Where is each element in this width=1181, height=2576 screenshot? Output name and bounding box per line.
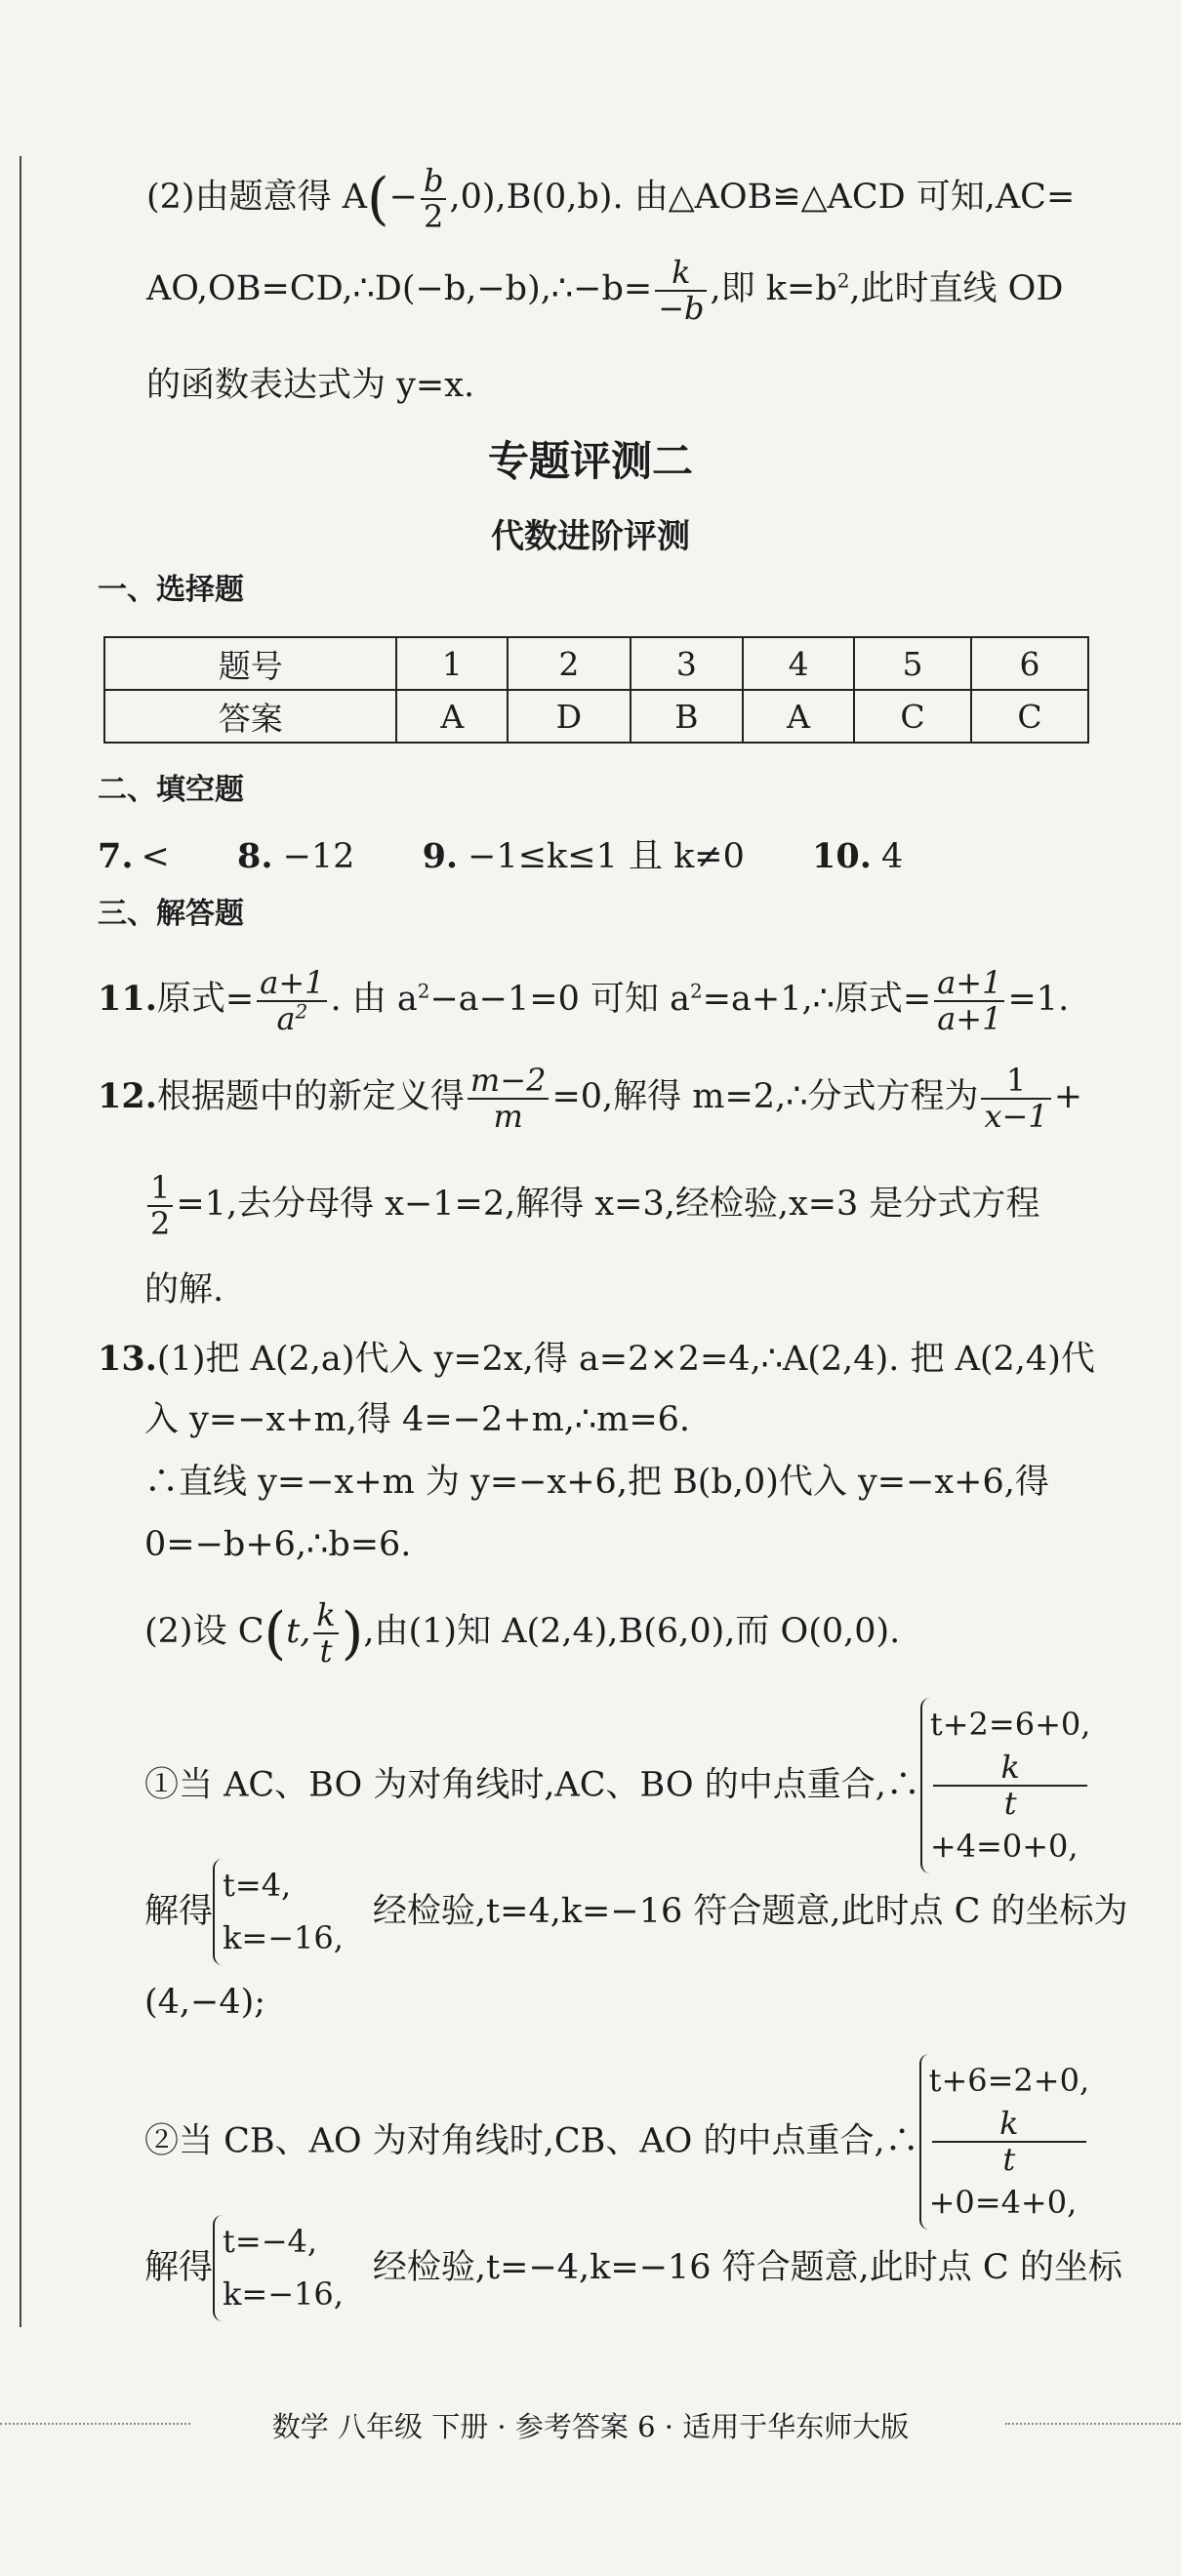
equation: t+6=2+0, <box>928 2062 1090 2099</box>
answer-cell: C <box>971 690 1088 743</box>
page-footer <box>0 2403 1181 2442</box>
text: (2)由题意得 A <box>146 178 367 218</box>
answer-cell: A <box>396 690 508 743</box>
text: =a+1,∴原式= <box>702 980 932 1020</box>
number-cell: 5 <box>854 637 971 690</box>
fraction: $\frac{k}{t}$ <box>313 1598 338 1668</box>
page-subtitle: 代数进阶评测 <box>491 517 690 556</box>
section-heading-choice: 一、选择题 <box>98 573 244 607</box>
equation: k=−16, <box>223 1919 344 1957</box>
fill-answers-line <box>98 836 904 876</box>
text: =0,解得 m=2,∴分式方程为 <box>551 1077 979 1117</box>
text: 经检验,t=−4,k=−16 符合题意,此时点 C 的坐标 <box>372 2247 1122 2287</box>
text: ,由(1)知 A(2,4),B(6,0),而 O(0,0). <box>363 1612 901 1652</box>
question-number: 7. <box>98 836 134 876</box>
superscript: 2 <box>836 268 850 293</box>
number-cell: 2 <box>508 637 630 690</box>
solution-system <box>213 2215 344 2321</box>
case1-condition <box>144 1698 1090 1873</box>
table-row-answers <box>104 690 1088 743</box>
text: − <box>388 178 418 218</box>
superscript: 2 <box>689 979 703 1003</box>
equation: k=−16, <box>223 2275 344 2314</box>
answer-cell: A <box>743 690 854 743</box>
case2-solution <box>144 2215 1122 2321</box>
fraction: $\frac{a+1}{a^2}$ <box>257 966 327 1035</box>
text: 根据题中的新定义得 <box>156 1077 465 1117</box>
text: ,即 k=b <box>710 269 837 309</box>
question-number: 10. <box>812 836 872 876</box>
q12-line-1 <box>98 1064 1082 1133</box>
equation: t=−4, <box>223 2223 318 2260</box>
header-cell: 题号 <box>104 637 396 690</box>
fraction: $\frac{k}{-b}$ <box>655 256 707 325</box>
question-number: 11. <box>98 979 157 1020</box>
text: ,0),B(0,b). 由△AOB≌△ACD 可知,AC= <box>449 178 1076 218</box>
section-heading-fill: 二、填空题 <box>98 773 244 807</box>
text: t, <box>286 1612 311 1652</box>
equation: k t +0=4+0, <box>929 2107 1090 2229</box>
number-cell: 4 <box>743 637 854 690</box>
solution-system <box>213 1859 344 1965</box>
equation: t=4, <box>223 1867 292 1904</box>
answer: −1≤k≤1 且 k≠0 <box>468 837 745 876</box>
text: =1. <box>1007 980 1070 1020</box>
text: AO,OB=CD,∴D(−b,−b),∴−b= <box>146 269 653 309</box>
intro-line-3: 的函数表达式为 y=x. <box>146 366 475 405</box>
answer-cell: C <box>854 690 971 743</box>
case1-result: (4,−4); <box>144 1983 266 2022</box>
case2-condition <box>144 2054 1089 2230</box>
q13-line-2: 入 y=−x+m,得 4=−2+m,∴m=6. <box>144 1400 691 1439</box>
q13-line-3: ∴直线 y=−x+m 为 y=−x+6,把 B(b,0)代入 y=−x+6,得 <box>144 1463 1049 1502</box>
header-cell: 答案 <box>104 690 396 743</box>
text: ,此时直线 OD <box>849 269 1064 309</box>
intro-line-1: (2)由题意得 A(− $\frac{b}{2}$ ,0),B(0,b). 由△AOB≌△ACD 可知,AC= <box>146 162 1076 235</box>
page-title: 专题评测二 <box>487 437 693 485</box>
number-cell: 3 <box>631 637 744 690</box>
superscript: 2 <box>417 979 430 1003</box>
equation-system <box>920 1698 1091 1873</box>
table-row-numbers <box>104 637 1088 690</box>
text: (2)设 C <box>144 1612 265 1652</box>
answer: −12 <box>282 837 355 876</box>
text: 经检验,t=4,k=−16 符合题意,此时点 C 的坐标为 <box>372 1891 1128 1931</box>
text: 解得 <box>144 1891 214 1931</box>
text: 解得 <box>144 2247 214 2287</box>
number-cell: 1 <box>396 637 508 690</box>
intro-line-2 <box>146 256 1063 325</box>
q13-line-4: 0=−b+6,∴b=6. <box>144 1525 412 1564</box>
q13-line-1 <box>98 1339 1095 1379</box>
q12-line-3: 的解. <box>144 1270 224 1309</box>
fraction: $\frac{m-2}{m}$ <box>468 1064 550 1133</box>
text: ①当 AC、BO 为对角线时,AC、BO 的中点重合,∴ <box>144 1765 920 1805</box>
text: 原式= <box>156 980 255 1020</box>
q11-line <box>98 966 1069 1035</box>
fraction: $\frac{1}{x-1}$ <box>981 1064 1050 1133</box>
fraction: $\frac{b}{2}$ <box>421 164 446 233</box>
section-heading-solve: 三、解答题 <box>98 897 244 931</box>
fraction: $\frac{a+1}{a+1}$ <box>934 966 1004 1035</box>
answer: 4 <box>880 837 904 876</box>
text: =1,去分母得 x−1=2,解得 x=3,经检验,x=3 是分式方程 <box>176 1185 1040 1225</box>
q13-part2-line: (2)设 C(t, $\frac{k}{t}$ ),由(1)知 A(2,4),B(6,0),而 O(0,0). <box>144 1596 901 1670</box>
question-number: 13. <box>98 1339 157 1379</box>
equation-system <box>919 2054 1090 2230</box>
text: (1)把 A(2,a)代入 y=2x,得 a=2×2=4,∴A(2,4). 把 A(2,4)代 <box>156 1340 1095 1379</box>
question-number: 8. <box>237 836 273 876</box>
q12-line-2 <box>144 1171 1039 1240</box>
answer-cell: D <box>508 690 630 743</box>
text: + <box>1053 1077 1083 1117</box>
footer-text: 数学 八年级 下册 · 参考答案 6 · 适用于华东师大版 <box>271 2410 910 2443</box>
text: ②当 CB、AO 为对角线时,CB、AO 的中点重合,∴ <box>144 2121 919 2161</box>
question-number: 12. <box>98 1076 157 1117</box>
number-cell: 6 <box>971 637 1088 690</box>
answer-cell: B <box>631 690 744 743</box>
fraction: $\frac{1}{2}$ <box>147 1171 173 1240</box>
case1-solution <box>144 1859 1128 1965</box>
question-number: 9. <box>422 836 459 876</box>
equation: k t +4=0+0, <box>930 1751 1091 1872</box>
equation: t+2=6+0, <box>929 1706 1091 1743</box>
text: −a−1=0 可知 a <box>429 980 690 1020</box>
text: . 由 a <box>330 980 418 1020</box>
answer-table <box>103 636 1089 744</box>
answer: < <box>141 837 170 876</box>
